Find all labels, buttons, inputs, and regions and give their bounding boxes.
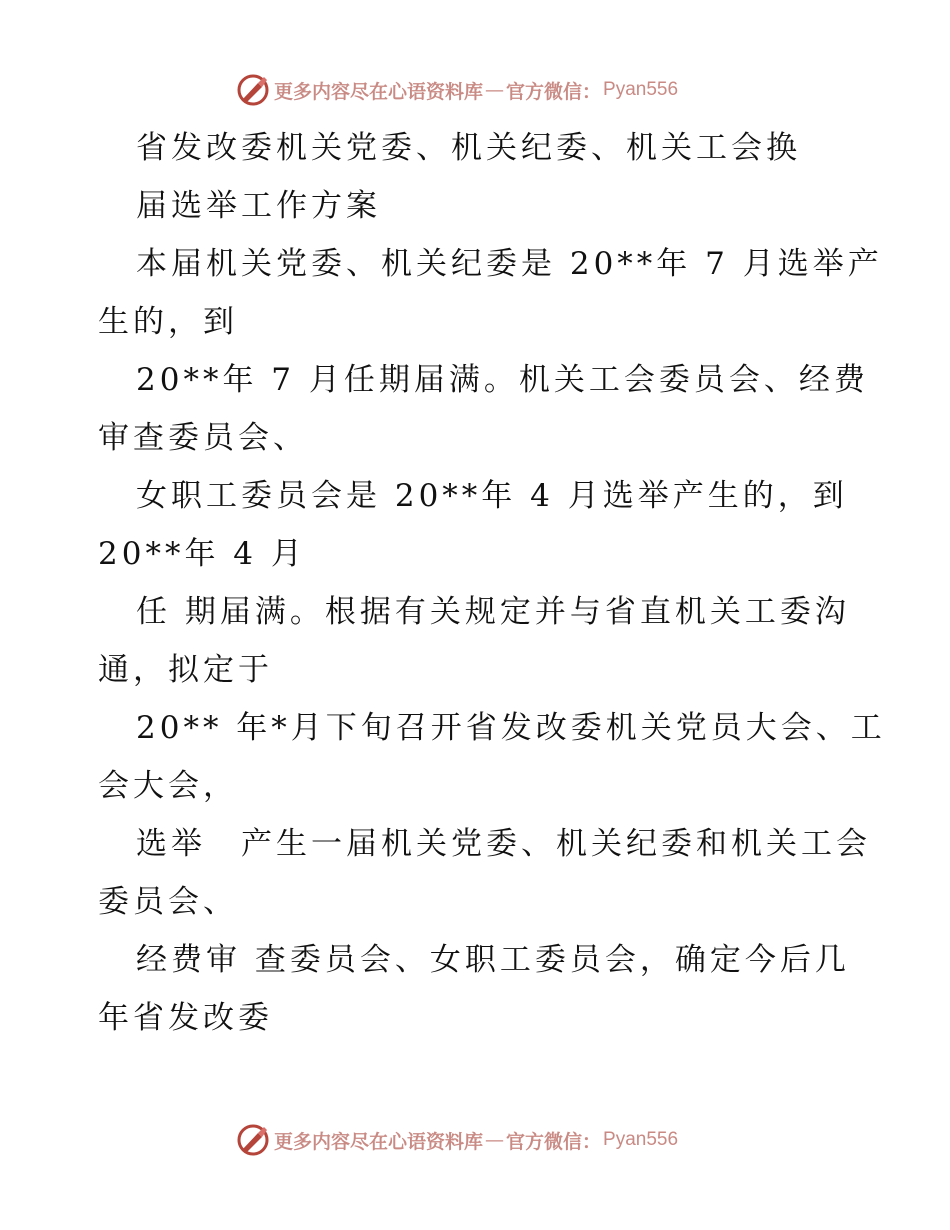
body-line: 会大会，	[98, 768, 238, 804]
pen-logo-icon	[236, 73, 270, 107]
body-line: 经费审 查委员会、女职工委员会，确定今后几	[136, 942, 850, 978]
banner-separator: —	[485, 1129, 505, 1151]
banner-wechat-id: Pyan556	[603, 79, 679, 100]
body-line: 委员会、	[98, 884, 238, 920]
body-line: 选举 产生一届机关党委、机关纪委和机关工会	[136, 826, 871, 862]
body-line: 年省发改委	[98, 1000, 273, 1036]
body-line: 审查委员会、	[98, 420, 308, 456]
body-line: 20**年 4 月	[98, 536, 306, 572]
document-title-line-2: 届选举工作方案	[136, 188, 381, 224]
document-title-line-1: 省发改委机关党委、机关纪委、机关工会换	[136, 130, 801, 166]
banner-site-text: 更多内容尽在心语资料库	[274, 80, 484, 103]
header-watermark-banner	[236, 72, 678, 108]
body-line: 20** 年*月下旬召开省发改委机关党员大会、工	[136, 710, 886, 746]
banner-site-text: 更多内容尽在心语资料库	[274, 1130, 484, 1153]
body-line: 20**年 7 月任期届满。机关工会委员会、经费	[136, 362, 869, 398]
body-line: 本届机关党委、机关纪委是 20**年 7 月选举产	[136, 246, 883, 282]
body-line: 女职工委员会是 20**年 4 月选举产生的，到	[136, 478, 848, 514]
pen-logo-icon	[236, 1123, 270, 1157]
banner-wechat-id: Pyan556	[603, 1129, 679, 1150]
body-line: 通，拟定于	[98, 652, 273, 688]
body-line: 任 期届满。根据有关规定并与省直机关工委沟	[136, 594, 850, 630]
body-line: 生的，到	[98, 304, 238, 340]
banner-wechat-label: 官方微信：	[506, 1130, 602, 1153]
banner-wechat-label: 官方微信：	[506, 80, 602, 103]
footer-watermark-banner	[236, 1122, 678, 1158]
banner-separator: —	[485, 79, 505, 101]
